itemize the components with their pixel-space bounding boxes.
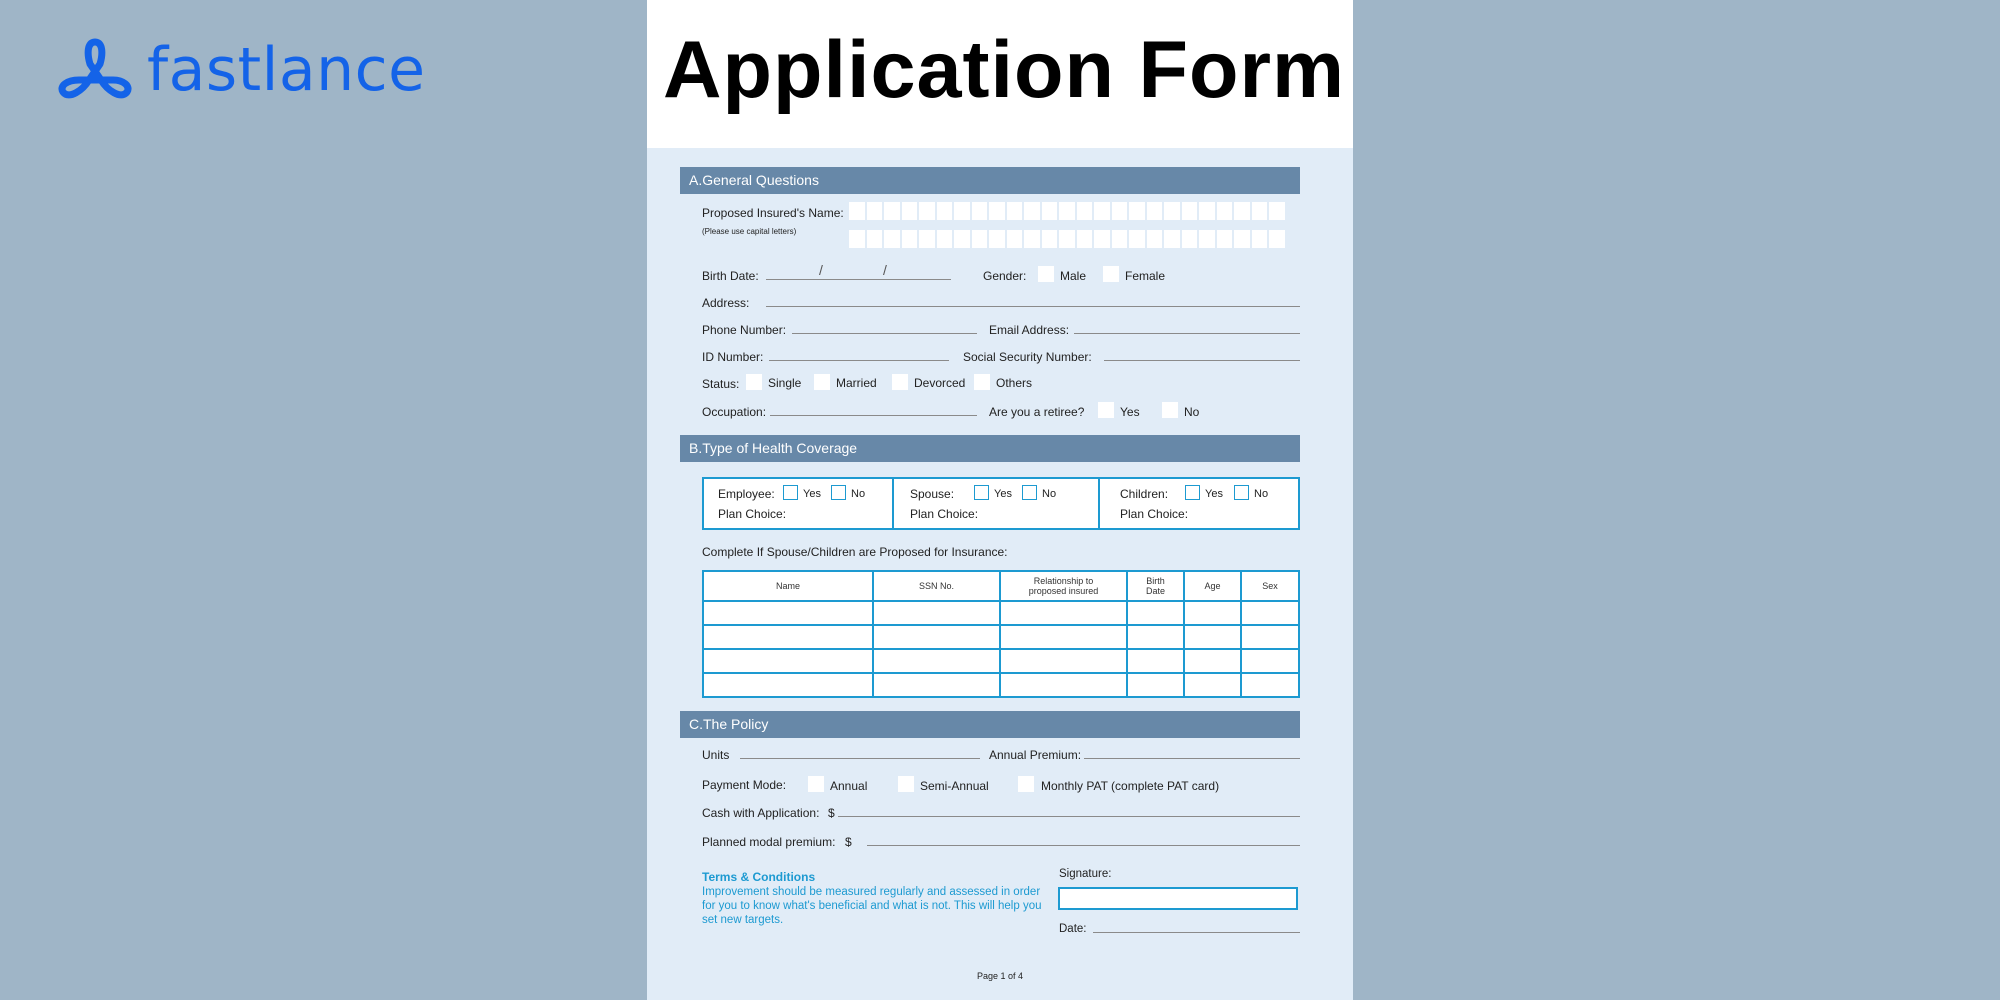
employee-yes-checkbox[interactable]: [783, 485, 798, 500]
female-checkbox[interactable]: [1103, 266, 1119, 282]
birth-date-label: Birth Date:: [702, 269, 759, 283]
annual-premium-label: Annual Premium:: [989, 748, 1082, 762]
id-number-label: ID Number:: [702, 350, 764, 364]
employee-no-label: No: [851, 488, 866, 500]
header-relationship-line-2: proposed insured: [1028, 586, 1099, 596]
date-separator: /: [883, 262, 887, 278]
retiree-yes-checkbox[interactable]: [1098, 402, 1114, 418]
phone-field[interactable]: [792, 333, 977, 334]
annual-label: Annual: [830, 779, 868, 793]
payment-mode-label: Payment Mode:: [702, 778, 787, 792]
planned-modal-currency: $: [845, 835, 852, 849]
male-checkbox[interactable]: [1038, 266, 1054, 282]
section-b-header: B.Type of Health Coverage: [680, 435, 1300, 462]
header-age: Age: [1184, 571, 1241, 601]
birth-date-field[interactable]: [766, 279, 951, 280]
section-c-header: C.The Policy: [680, 711, 1300, 738]
dependents-note: Complete If Spouse/Children are Proposed for Insurance:: [702, 545, 1008, 559]
children-yes-label: Yes: [1205, 488, 1223, 500]
gender-label: Gender:: [983, 269, 1027, 283]
spouse-yes-checkbox[interactable]: [974, 485, 989, 500]
coverage-children: [1100, 479, 1298, 528]
others-checkbox[interactable]: [974, 374, 990, 390]
header-sex: Sex: [1241, 571, 1299, 601]
email-field[interactable]: [1074, 333, 1300, 334]
address-label: Address:: [702, 296, 750, 310]
coverage-spouse: [894, 479, 1100, 528]
date-field[interactable]: [1093, 932, 1300, 933]
employee-label: Employee:: [718, 487, 775, 501]
cash-with-application-field[interactable]: [838, 816, 1300, 817]
employee-no-checkbox[interactable]: [831, 485, 846, 500]
table-row: [703, 601, 1299, 625]
units-label: Units: [702, 748, 730, 762]
header-relationship: [1000, 571, 1127, 601]
male-label: Male: [1060, 269, 1087, 283]
spouse-plan-choice: Plan Choice:: [910, 507, 979, 521]
insured-name-row-2[interactable]: [849, 230, 1285, 248]
spouse-no-checkbox[interactable]: [1022, 485, 1037, 500]
phone-label: Phone Number:: [702, 323, 787, 337]
insured-name-row-1[interactable]: [849, 202, 1285, 220]
header-birth-line-1: Birth: [1146, 576, 1165, 586]
insured-name-label: Proposed Insured's Name:: [702, 206, 844, 220]
others-label: Others: [996, 376, 1033, 390]
header-ssn: SSN No.: [873, 571, 1000, 601]
date-separator: /: [819, 262, 823, 278]
date-label: Date:: [1059, 923, 1087, 935]
header-birth-line-2: Date: [1145, 586, 1165, 596]
terms-title: Terms & Conditions: [702, 870, 816, 884]
single-label: Single: [768, 376, 802, 390]
ssn-field[interactable]: [1104, 360, 1300, 361]
header-name: Name: [703, 571, 873, 601]
cash-currency: $: [828, 806, 835, 820]
section-a-header: A.General Questions: [680, 167, 1300, 194]
employee-yes-label: Yes: [803, 488, 821, 500]
children-plan-choice: Plan Choice:: [1120, 507, 1189, 521]
annual-checkbox[interactable]: [808, 776, 824, 792]
female-label: Female: [1125, 269, 1166, 283]
employee-plan-choice: Plan Choice:: [718, 507, 787, 521]
occupation-field[interactable]: [770, 415, 977, 416]
coverage-employee: [704, 479, 894, 528]
occupation-label: Occupation:: [702, 405, 767, 419]
retiree-label: Are you a retiree?: [989, 405, 1085, 419]
page-number: Page 1 of 4: [976, 971, 1024, 981]
dependents-table: [702, 570, 1300, 698]
monthly-pat-checkbox[interactable]: [1018, 776, 1034, 792]
email-label: Email Address:: [989, 323, 1070, 337]
married-label: Married: [836, 376, 877, 390]
status-label: Status:: [702, 377, 740, 391]
single-checkbox[interactable]: [746, 374, 762, 390]
table-row: [703, 625, 1299, 649]
semi-annual-checkbox[interactable]: [898, 776, 914, 792]
insured-name-note: (Please use capital letters): [702, 227, 797, 236]
children-no-label: No: [1254, 488, 1269, 500]
brand-name: fastlance: [147, 35, 426, 105]
ssn-label: Social Security Number:: [963, 350, 1092, 364]
retiree-yes-label: Yes: [1120, 405, 1140, 419]
coverage-box: [702, 477, 1300, 530]
planned-modal-label: Planned modal premium:: [702, 835, 836, 849]
terms-body: Improvement should be measured regularly and assessed in order for you to know what's beneficial and what is not. This will help you set new targets.: [702, 886, 1042, 926]
units-field[interactable]: [740, 758, 980, 759]
planned-modal-field[interactable]: [867, 845, 1300, 846]
retiree-no-label: No: [1184, 405, 1200, 419]
fastlance-logo-icon: [57, 36, 133, 104]
retiree-no-checkbox[interactable]: [1162, 402, 1178, 418]
semi-annual-label: Semi-Annual: [920, 779, 989, 793]
spouse-no-label: No: [1042, 488, 1057, 500]
signature-field[interactable]: [1058, 887, 1298, 910]
table-row: [703, 673, 1299, 697]
devorced-label: Devorced: [914, 376, 966, 390]
signature-label: Signature:: [1059, 868, 1112, 880]
annual-premium-field[interactable]: [1084, 758, 1300, 759]
header-birth-date: [1127, 571, 1184, 601]
header-relationship-line-1: Relationship to: [1033, 576, 1094, 586]
children-no-checkbox[interactable]: [1234, 485, 1249, 500]
spouse-label: Spouse:: [910, 487, 955, 501]
table-row: [703, 649, 1299, 673]
spouse-yes-label: Yes: [994, 488, 1012, 500]
children-label: Children:: [1120, 487, 1169, 501]
monthly-pat-label: Monthly PAT (complete PAT card): [1041, 779, 1220, 793]
title-band: [647, 0, 1353, 148]
id-number-field[interactable]: [769, 360, 949, 361]
form-title: Application Form: [663, 25, 1345, 115]
application-form-page: [647, 0, 1353, 1000]
address-field[interactable]: [766, 306, 1300, 307]
cash-with-application-label: Cash with Application:: [702, 806, 820, 820]
married-checkbox[interactable]: [814, 374, 830, 390]
children-yes-checkbox[interactable]: [1185, 485, 1200, 500]
brand-logo: [57, 36, 426, 104]
devorced-checkbox[interactable]: [892, 374, 908, 390]
